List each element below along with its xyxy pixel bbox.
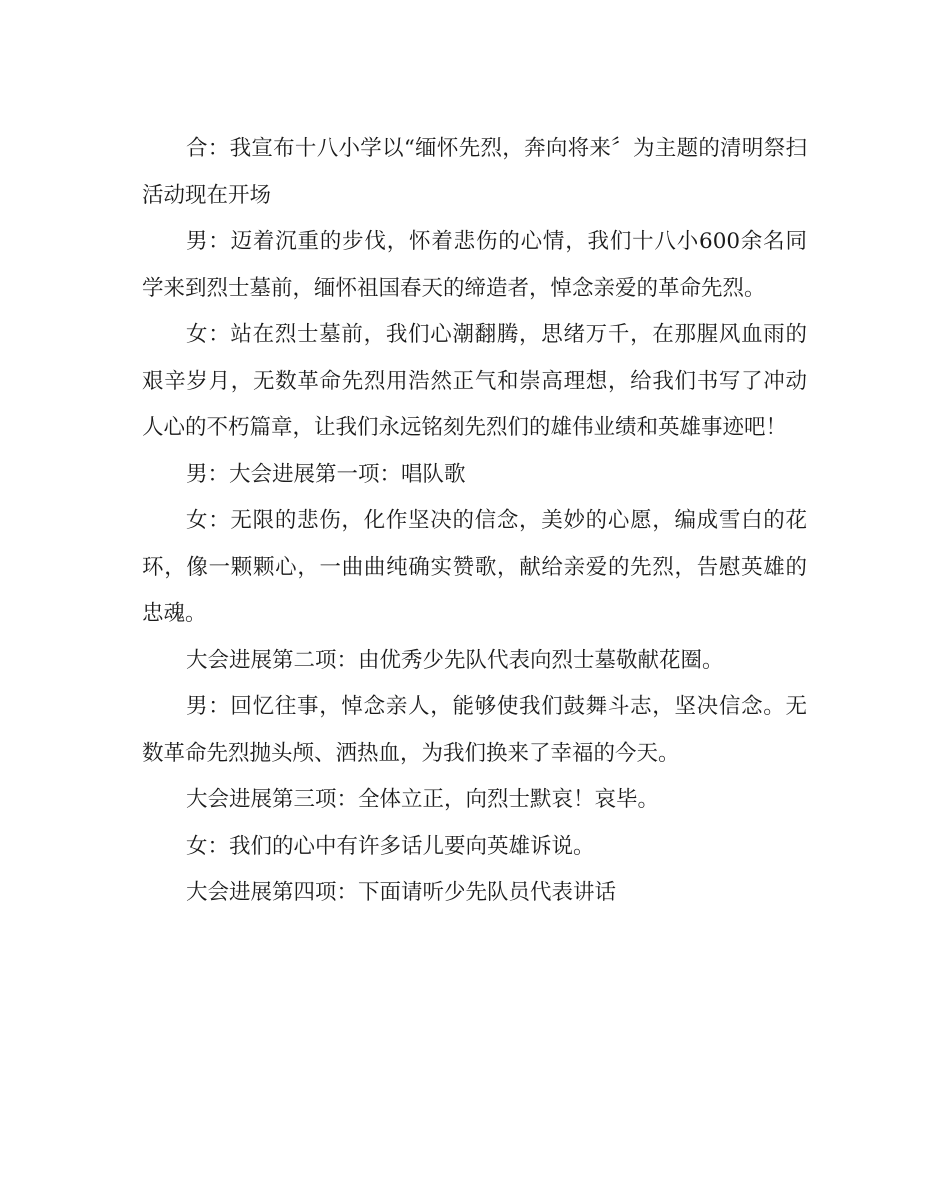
paragraph-item-1: 男：大会进展第一项：唱队歌 bbox=[186, 461, 466, 487]
paragraph-item-3: 大会进展第三项：全体立正，向烈士默哀！哀毕。 bbox=[186, 787, 660, 812]
document-body bbox=[142, 126, 807, 917]
paragraph-item-2: 大会进展第二项：由优秀少先队代表向烈士墓敬献花圈。 bbox=[186, 647, 724, 673]
paragraph-male-1: 男：迈着沉重的步伐，怀着悲伤的心情，我们十八小600余名同学来到烈士墓前，缅怀祖国春天的缔造者，悼念亲爱的革命先烈。 bbox=[142, 229, 807, 301]
paragraph-female-3: 女：我们的心中有许多话儿要向英雄诉说。 bbox=[186, 833, 595, 859]
paragraph-opening: 合：我宣布十八小学以“缅怀先烈，奔向将来〞为主题的清明祭扫活动现在开场 bbox=[142, 136, 807, 208]
paragraph-male-2: 男：回忆往事，悼念亲人，能够使我们鼓舞斗志，坚决信念。无数革命先烈抛头颅、洒热血，为我们换来了幸福的今天。 bbox=[142, 694, 807, 766]
paragraph-female-2: 女：无限的悲伤，化作坚决的信念，美妙的心愿，编成雪白的花环，像一颗颗心，一曲曲纯确实赞歌，献给亲爱的先烈，告慰英雄的忠魂。 bbox=[142, 508, 807, 626]
paragraph-female-1: 女：站在烈士墓前，我们心潮翻腾，思绪万千，在那腥风血雨的艰辛岁月，无数革命先烈用浩然正气和崇高理想，给我们书写了冲动人心的不朽篇章，让我们永远铭刻先烈们的雄伟业绩和英雄事迹吧！ bbox=[142, 322, 807, 440]
paragraph-item-4: 大会进展第四项：下面请听少先队员代表讲话 bbox=[186, 880, 617, 905]
